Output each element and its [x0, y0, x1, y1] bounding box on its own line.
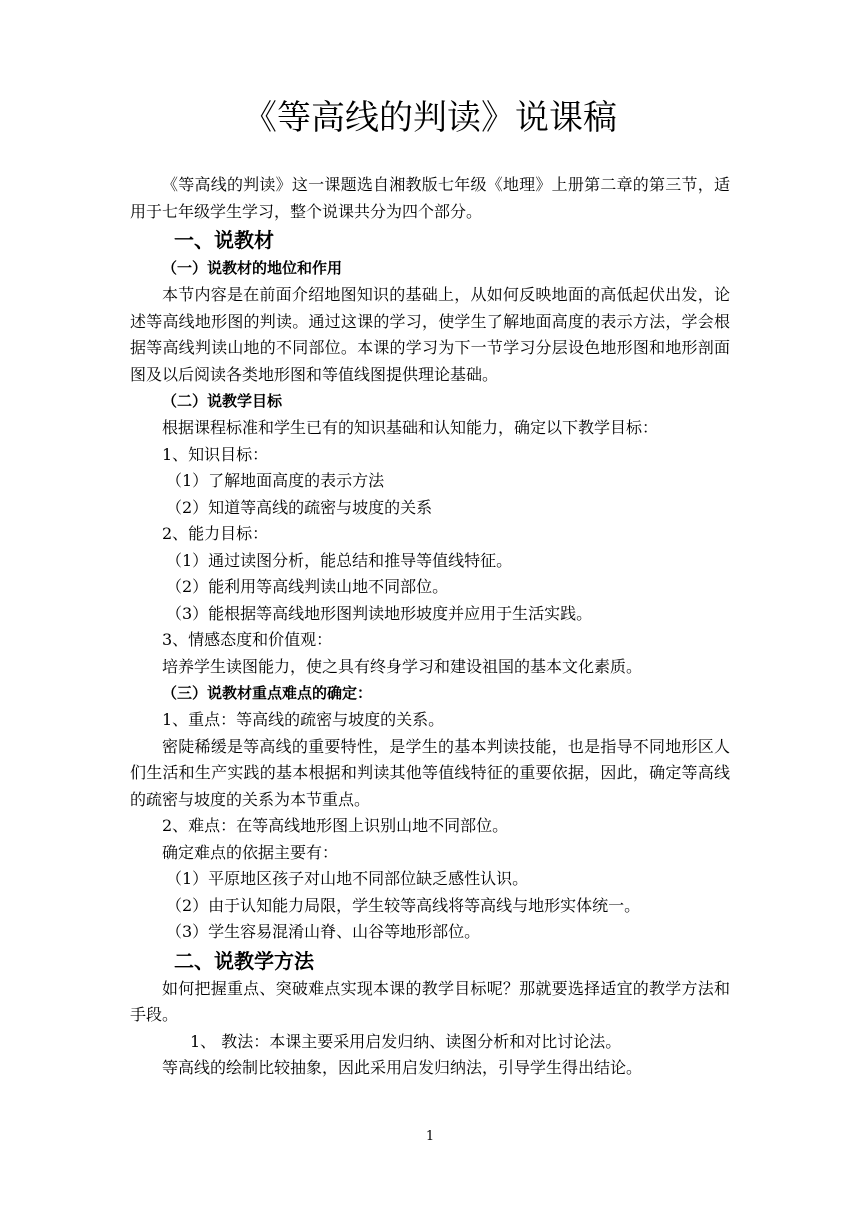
paragraph: 1、知识目标：	[162, 444, 269, 464]
paragraph: 根据课程标准和学生已有的知识基础和认知能力，确定以下教学目标：	[162, 418, 659, 437]
paragraph: 2、难点：在等高线地形图上识别山地不同部位。	[162, 816, 509, 835]
page-number: 1	[425, 1129, 435, 1144]
paragraph: （1）平原地区孩子对山地不同部位缺乏感性认识。	[166, 869, 529, 888]
paragraph: 培养学生读图能力，使之具有终身学习和建设祖国的基本文化素质。	[162, 656, 643, 676]
paragraph: （1）了解地面高度的表示方法	[166, 471, 385, 490]
paragraph: 3、情感态度和价值观：	[162, 630, 333, 649]
paragraph: （2）知道等高线的疏密与坡度的关系	[166, 497, 433, 517]
subsection-heading: （三）说教材重点难点的确定：	[162, 684, 373, 702]
paragraph: 等高线的绘制比较抽象，因此采用启发归纳法，引导学生得出结论。	[162, 1058, 643, 1077]
paragraph: 本节内容是在前面介绍地图知识的基础上，从如何反映地面的高低起伏出发，论述等高线地形图的判读。通过这课的学习，使学生了解地面高度的表示方法，学会根据等高线判读山地的不同部位。本课的学习为下一节学习分层设色地形图和地形剖面图及以后阅读各类地形图和等值线图提供理论基础。	[130, 285, 730, 384]
section-heading: 二、说教学方法	[174, 948, 314, 973]
paragraph: 如何把握重点、突破难点实现本课的教学目标呢？那就要选择适宜的教学方法和手段。	[130, 978, 730, 1024]
section-heading: 一、说教材	[174, 228, 274, 252]
paragraph: （2）能利用等高线判读山地不同部位。	[166, 577, 449, 596]
paragraph: （2）由于认知能力局限，学生较等高线将等高线与地形实体统一。	[166, 895, 641, 915]
paragraph: （3）学生容易混淆山脊、山谷等地形部位。	[166, 922, 481, 941]
paragraph: 密陡稀缓是等高线的重要特性，是学生的基本判读技能，也是指导不同地形区人们生活和生产实践的基本根据和判读其他等值线特征的重要依据，因此，确定等高线的疏密与坡度的关系为本节重点。	[130, 736, 730, 809]
document-title: 《等高线的判读》说课稿	[243, 98, 617, 138]
subsection-heading: （二）说教学目标	[162, 392, 283, 410]
paragraph: 1、 教法：本课主要采用启发归纳、读图分析和对比讨论法。	[190, 1031, 622, 1051]
paragraph: （3）能根据等高线地形图判读地形坡度并应用于生活实践。	[166, 603, 593, 623]
subsection-heading: （一）说教材的地位和作用	[162, 259, 343, 277]
paragraph: 确定难点的依据主要有：	[162, 842, 339, 862]
document-body	[130, 172, 730, 1082]
paragraph: 1、重点：等高线的疏密与坡度的关系。	[162, 710, 445, 729]
paragraph: 2、能力目标：	[162, 524, 269, 543]
paragraph: 《等高线的判读》这一课题选自湘教版七年级《地理》上册第二章的第三节，适用于七年级学生学习，整个说课共分为四个部分。	[130, 175, 730, 221]
paragraph: （1）通过读图分析，能总结和推导等值线特征。	[166, 550, 513, 570]
